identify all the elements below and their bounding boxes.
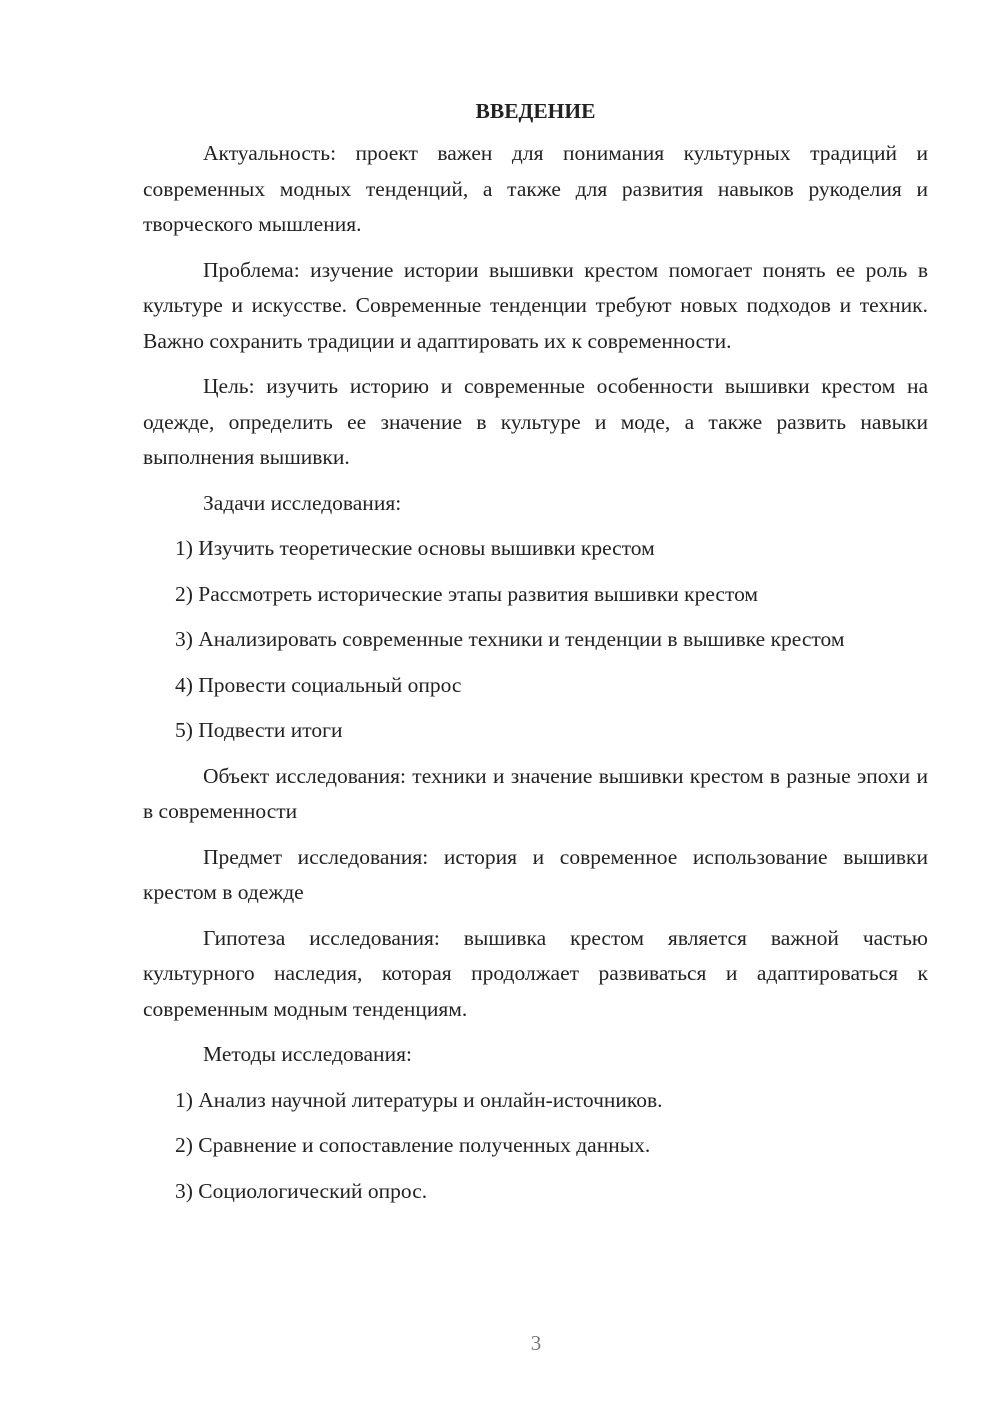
task-item: 1) Изучить теоретические основы вышивки крестом (175, 536, 655, 560)
problem-paragraph: Проблема: изучение истории вышивки крестом помогает понять ее роль в культуре и искусстве. Современные тенденции требуют новых подходов и техник. Важно сохранить традиции и адаптировать их к современности. (143, 257, 928, 353)
relevance-paragraph: Актуальность: проект важен для понимания культурных традиций и современных модных тенденций, а также для развития навыков рукоделия и творческого мышления. (143, 141, 928, 236)
task-item: 5) Подвести итоги (175, 718, 343, 742)
subject-paragraph: Предмет исследования: история и современное использование вышивки крестом в одежде (143, 844, 928, 904)
hypothesis-paragraph: Гипотеза исследования: вышивка крестом является важной частью культурного наследия, которая продолжает развиваться и адаптироваться к современным модным тенденциям. (143, 925, 928, 1021)
task-item: 3) Анализировать современные техники и тенденции в вышивке крестом (175, 627, 845, 651)
methods-heading: Методы исследования: (203, 1042, 412, 1066)
method-item: 3) Социологический опрос. (175, 1178, 428, 1203)
method-item: 2) Сравнение и сопоставление полученных данных. (175, 1133, 651, 1157)
section-heading: ВВЕДЕНИЕ (475, 99, 596, 123)
task-item: 4) Провести социальный опрос (175, 672, 462, 697)
method-item: 1) Анализ научной литературы и онлайн-источников. (175, 1087, 663, 1112)
tasks-heading: Задачи исследования: (203, 490, 402, 515)
page-number: 3 (530, 1331, 542, 1355)
document-body (143, 92, 928, 1219)
object-paragraph: Объект исследования: техники и значение вышивки крестом в разные эпохи и в современности (143, 763, 928, 823)
task-item: 2) Рассмотреть исторические этапы развития вышивки крестом (175, 581, 759, 606)
goal-paragraph: Цель: изучить историю и современные особенности вышивки крестом на одежде, определить ее значение в культуре и моде, а также развить навыки выполнения вышивки. (143, 374, 928, 469)
